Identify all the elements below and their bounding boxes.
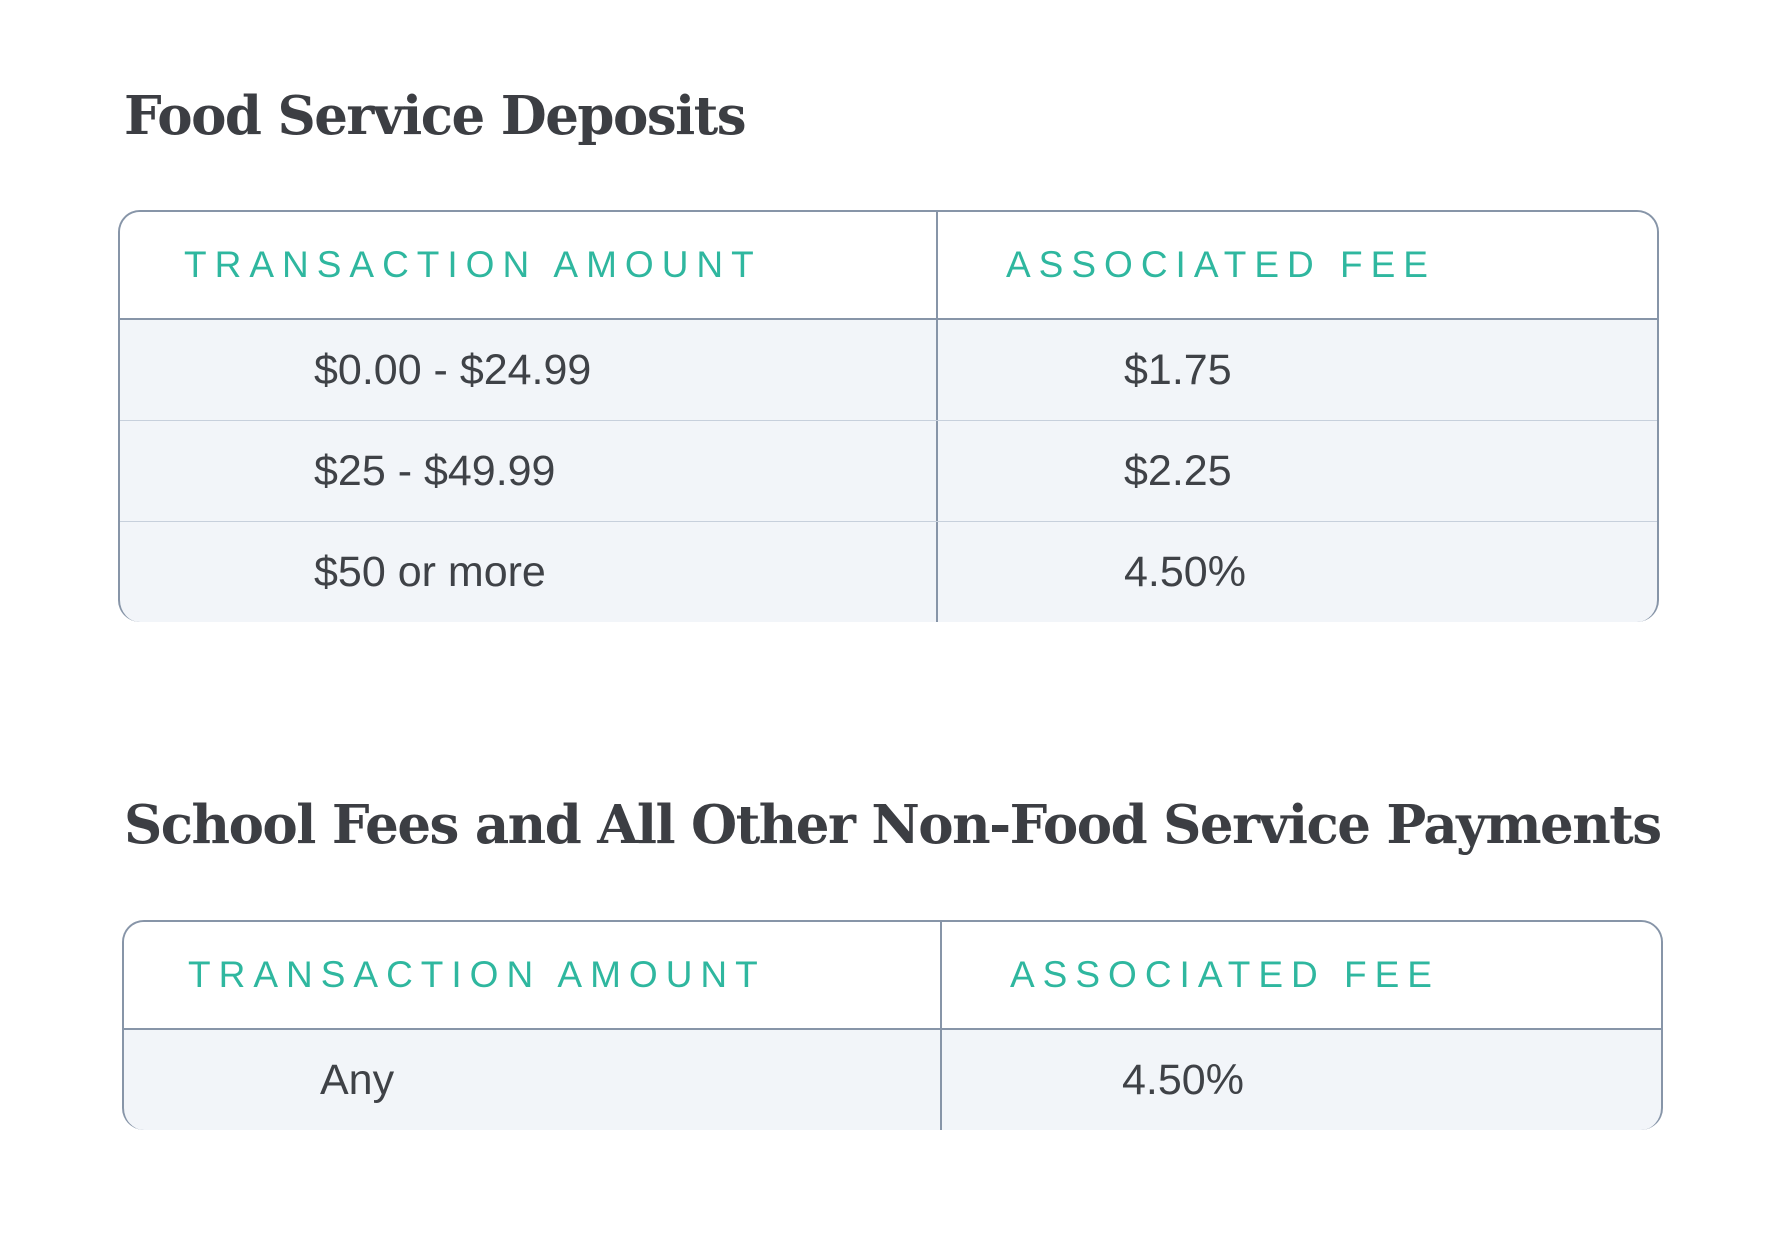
- associated-fee-header: ASSOCIATED FEE: [1006, 244, 1436, 285]
- table-header-row: [120, 212, 1657, 320]
- table-row: [120, 320, 1657, 421]
- table-row: [124, 1030, 1661, 1130]
- food-service-fee-table: [118, 210, 1659, 622]
- associated-fee-cell: 4.50%: [1122, 1055, 1244, 1104]
- transaction-amount-header: TRANSACTION AMOUNT: [120, 212, 938, 318]
- transaction-amount-cell: Any: [124, 1030, 942, 1130]
- transaction-amount-header: TRANSACTION AMOUNT: [124, 922, 942, 1028]
- associated-fee-cell: $2.25: [1124, 446, 1232, 495]
- associated-fee-cell: $1.75: [1124, 345, 1232, 394]
- associated-fee-cell: 4.50%: [1124, 547, 1246, 596]
- associated-fee-header: ASSOCIATED FEE: [1010, 954, 1440, 995]
- table-row: [120, 522, 1657, 622]
- non-food-service-fee-table: [122, 920, 1663, 1130]
- transaction-amount-cell: $25 - $49.99: [120, 421, 938, 521]
- food-service-title: Food Service Deposits: [124, 85, 746, 147]
- table-row: [120, 421, 1657, 522]
- non-food-service-title: School Fees and All Other Non-Food Service Payments: [124, 794, 1661, 856]
- transaction-amount-cell: $50 or more: [120, 522, 938, 622]
- transaction-amount-cell: $0.00 - $24.99: [120, 320, 938, 420]
- table-header-row: [124, 922, 1661, 1030]
